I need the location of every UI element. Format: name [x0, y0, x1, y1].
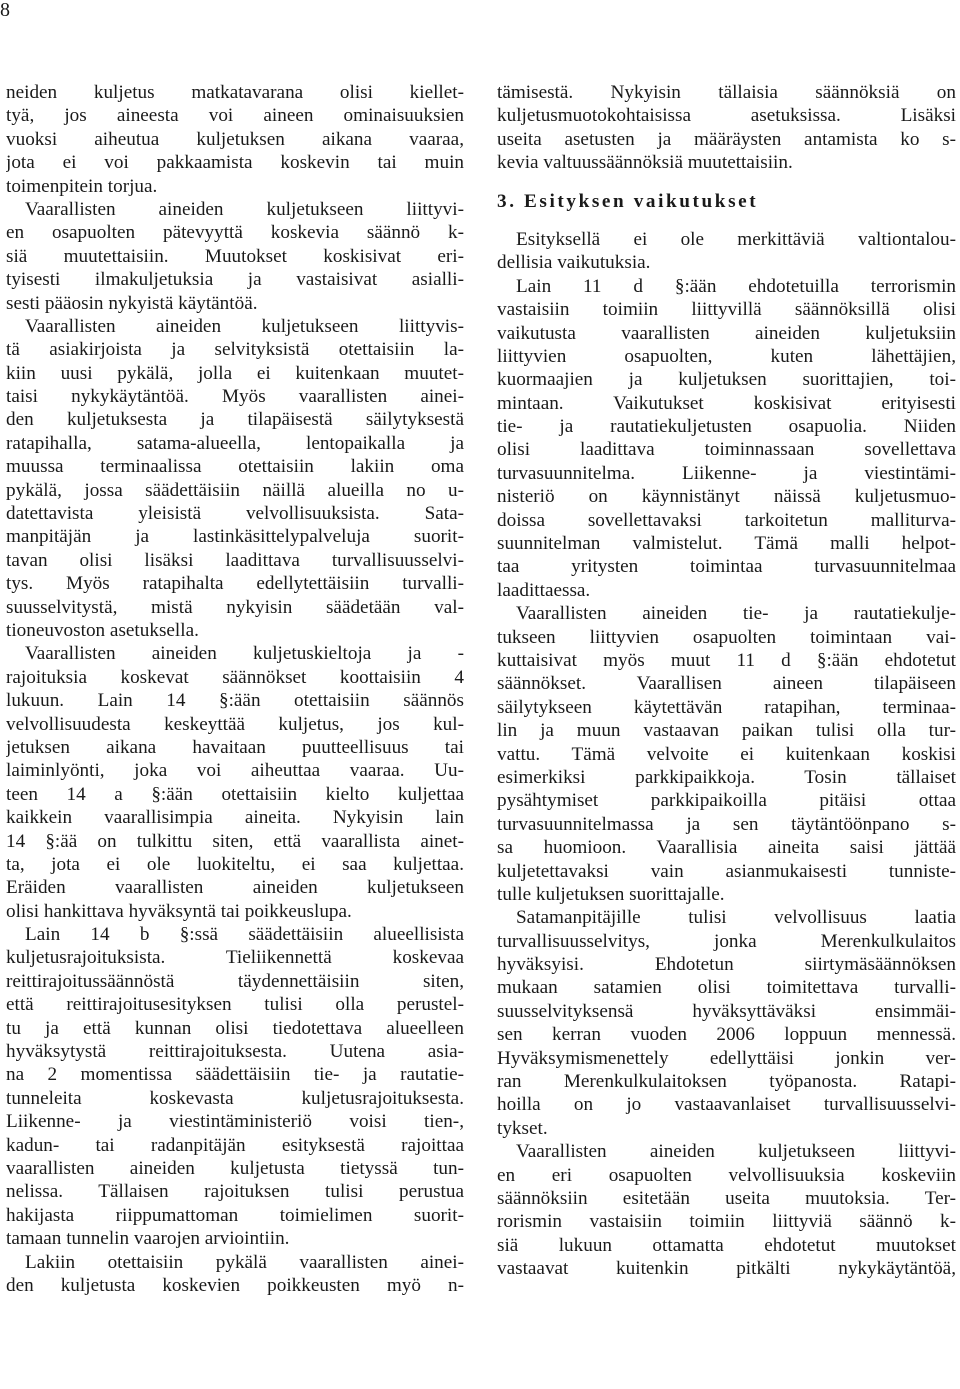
text-line: vuoksi aiheutua kuljetuksen aikana vaaraa, [6, 128, 464, 150]
text-line: Lain 14 b §:ssä säädettäisiin alueellisista [25, 924, 464, 946]
text-line: Vaarallisten aineiden kuljetukseen liittyvi- [25, 198, 464, 220]
text-line: muussa terminaalissa otettaisiin lakiin oma [6, 456, 464, 478]
text-line: hoilla on jo vastaavanlaiset turvallisuusselvi- [497, 1094, 956, 1116]
text-line: lukuun. Lain 14 §:ään otettaisiin säännös [6, 690, 464, 712]
text-line: jota ei voi pakkaamista koskevin tai muin [6, 152, 464, 174]
text-line: suunnitelman valmistelut. Tämä malli helpot- [497, 533, 956, 555]
text-line: mintaan. Vaikutukset koskisivat erityisesti [497, 392, 956, 414]
text-line: että reittirajoitusesityksen tulisi olla perustel- [6, 994, 464, 1016]
text-line: vaikutusta vaarallisten aineiden kuljetuksiin [497, 322, 956, 344]
text-line: reittirajoitussäännöstä täydennettäisiin siten, [6, 970, 464, 992]
text-line: rorismin vastaisiin toimiin liittyviä säännö k- [497, 1211, 956, 1233]
text-line: tukseen liittyvien osapuolten toimintaan vai- [497, 626, 956, 648]
text-line: tykset. [497, 1117, 548, 1139]
text-line: tie- ja rautatiekuljetusten osapuolia. Niiden [497, 416, 956, 438]
text-line: ran Merenkulkulaitoksen työpanosta. Ratapi- [497, 1071, 956, 1093]
text-line: säilytykseen käytettävän ratapihan, terminaa- [497, 696, 956, 718]
text-line: Satamanpitäjille tulisi velvollisuus laatia [516, 907, 956, 929]
text-line: taisi nykykäytäntöä. Myös vaarallisten ainei- [6, 386, 464, 408]
text-line: kuljetettavaksi vain asianmukaisesti tunniste- [497, 860, 956, 882]
text-line: doissa sovellettavaksi tarkoitetun malliturva- [497, 509, 956, 531]
text-line: Vaarallisten aineiden kuljetukseen liittyvis- [25, 315, 464, 337]
text-line: jetuksen aikana havaitaan puutteellisuus tai [6, 736, 464, 758]
text-line: tyä, jos aineesta voi aineen ominaisuuksien [6, 105, 464, 127]
text-line: manpitäjän ja lastinkäsittelypalveluja suorit- [6, 526, 464, 548]
text-line: den kuljetusta koskevien poikkeusten myö n- [6, 1274, 464, 1296]
text-line: Vaarallisten aineiden tie- ja rautatiekulje- [516, 603, 956, 625]
text-line: siä lukuun ottamatta ehdotetut muutokset [497, 1234, 956, 1256]
text-line: tys. Myös ratapihalta edellytettäisiin turvalli- [6, 573, 464, 595]
text-line: suusselvityksensä hyväksyttäväksi ensimmäi- [497, 1000, 956, 1022]
text-line: säännökset. Vaarallisen aineen tilapäiseen [497, 673, 956, 695]
left-text-column [6, 81, 464, 1297]
text-line: säännöksiin esitetään useita muutoksia. Ter- [497, 1187, 956, 1209]
text-line: kuljetusmuotokohtaisissa asetuksissa. Lisäksi [497, 105, 956, 127]
text-line: Vaarallisten aineiden kuljetukseen liittyvi- [516, 1141, 956, 1163]
right-text-column [497, 81, 956, 1281]
text-line: teen 14 a §:ään otettaisiin kielto kuljettaa [6, 783, 464, 805]
text-line: taa yritysten toimintaa turvasuunnitelmaa [497, 556, 956, 578]
text-line: useita asetusten ja määräysten antamista ko s- [497, 128, 956, 150]
text-line: ta, jota ei ole luokiteltu, ei saa kuljettaa. [6, 853, 464, 875]
text-line: den kuljetuksesta ja tilapäisestä säilytyksestä [6, 409, 464, 431]
text-line: kadun- tai radanpitäjän esityksestä rajoittaa [6, 1134, 464, 1156]
text-line: kaikkein vaarallisimpia aineita. Nykyisin lain [6, 807, 464, 829]
text-line: olisi hankittava hyväksyntä tai poikkeuslupa. [6, 900, 352, 922]
text-line: laadittaessa. [497, 579, 591, 601]
text-line: turvallisuusselvitys, jonka Merenkulkulaitos [497, 930, 956, 952]
text-line: turvasuunnitelmassa ja sen täytäntöönpano s- [497, 813, 956, 835]
text-line: tyisesti ilmakuljetuksia ja vastaisivat asialli- [6, 269, 464, 291]
text-line: kuormaajien ja kuljetuksen suorittajien, toi- [497, 369, 956, 391]
text-line: sen kerran vuoden 2006 loppuun mennessä. [497, 1024, 956, 1046]
text-line: velvollisuudesta keskeyttää kuljetus, jos kul- [6, 713, 464, 735]
text-line: vaarallisten aineiden kuljetusta tietyssä tun- [6, 1157, 464, 1179]
text-line: kiin uusi pykälä, jolla ei kuitenkaan muutet- [6, 362, 464, 384]
text-line: suusselvitystä, mistä nykyisin säädetään val- [6, 596, 464, 618]
text-line: vastaavat kuitenkin pitkälti nykykäytäntöä, [497, 1258, 956, 1280]
text-line: turvasuunnitelma. Liikenne- ja viestintämi- [497, 462, 956, 484]
text-line: nelissa. Tällaisen rajoituksen tulisi perustua [6, 1181, 464, 1203]
text-line: en osapuolten pätevyyttä koskevia säännö k- [6, 222, 464, 244]
text-line: datettavista yleisistä velvollisuuksista. Sata- [6, 503, 464, 525]
text-line: sa huomioon. Vaarallisia aineita saisi jättää [497, 837, 956, 859]
text-line: tämisestä. Nykyisin tällaisia säännöksiä on [497, 82, 956, 103]
text-line: kuljetusrajoituksista. Tieliikennettä koskevaa [6, 947, 464, 969]
text-line: hyväksytystä reittirajoituksesta. Uutena asia- [6, 1041, 464, 1063]
text-line: hyväksyisi. Ehdotetun siirtymäsäännöksen [497, 954, 956, 976]
text-line: siä muutettaisiin. Muutokset koskisivat eri- [6, 245, 464, 267]
text-line: hakijasta riippumattoman toimielimen suorit- [6, 1204, 464, 1226]
text-line: nisteriö on käynnistänyt näissä kuljetusmuo- [497, 486, 956, 508]
page-number: 8 [0, 0, 10, 21]
text-line: vattu. Tämä velvoite ei kuitenkaan koskisi [497, 743, 956, 765]
text-line: tu ja että kunnan olisi tiedotettava alueelleen [6, 1017, 464, 1039]
section-heading: 3. Esityksen vaikutukset [497, 190, 759, 212]
text-line: dellisia vaikutuksia. [497, 252, 651, 274]
text-line: kevia valtuussäännöksiä muutettaisiin. [497, 152, 793, 174]
text-line: tulle kuljetuksen suorittajalle. [497, 883, 725, 905]
text-line: pykälä, jossa säädettäisiin näillä alueilla no u- [6, 479, 464, 501]
text-line: mukaan satamien olisi toimitettava turvalli- [497, 977, 956, 999]
text-line: tä asiakirjoista ja selvityksistä otettaisiin la- [6, 339, 464, 361]
text-line: vastaisiin toimiin liittyvillä säännöksillä olisi [497, 299, 956, 321]
text-line: laiminlyönti, joka voi aiheuttaa vaaraa. Uu- [6, 760, 464, 782]
text-line: Liikenne- ja viestintäministeriö voisi tien-, [6, 1111, 464, 1133]
text-line: rajoituksia koskevat säännökset koottaisiin 4 [6, 666, 464, 688]
text-line: kuttaisivat myös muut 11 d §:ään ehdotetut [497, 649, 956, 671]
text-line: Lakiin otettaisiin pykälä vaarallisten ainei- [25, 1251, 464, 1273]
text-line: esimerkiksi parkkipaikkoja. Tosin tällaiset [497, 766, 956, 788]
text-line: Hyväksymismenettely edellyttäisi jonkin ver- [497, 1047, 956, 1069]
text-line: ratapihalla, satama-alueella, lentopaikalla ja [6, 432, 464, 454]
text-line: Lain 11 d §:ään ehdotetuilla terrorismin [516, 275, 956, 297]
text-line: olisi laadittava toiminnassaan sovellettava [497, 439, 956, 461]
text-line: en eri osapuolten velvollisuuksia koskeviin [497, 1164, 956, 1186]
text-line: tamaan tunnelin vaarojen arviointiin. [6, 1228, 290, 1250]
text-line: tioneuvoston asetuksella. [6, 619, 199, 641]
text-line: tavan olisi lisäksi laadittava turvallisuusselvi- [6, 549, 464, 571]
text-line: na 2 momentissa säädettäisiin tie- ja rautatie- [6, 1064, 464, 1086]
text-line: liittyvien osapuolten, kuten lähettäjien, [497, 345, 956, 367]
text-line: Vaarallisten aineiden kuljetuskieltoja ja - [25, 643, 464, 665]
text-line: 14 §:ää on tulkittu siten, että vaarallista ainet- [6, 830, 464, 852]
text-line: tunneleita koskevasta kuljetusrajoituksesta. [6, 1087, 464, 1109]
text-line: toimenpitein torjua. [6, 175, 158, 197]
text-line: Esityksellä ei ole merkittäviä valtiontalou- [516, 228, 956, 250]
text-line: lin ja muun vastaavan paikan tulisi olla tur- [497, 720, 956, 742]
text-line: neiden kuljetus matkatavarana olisi kiellet- [6, 82, 464, 103]
text-line: sesti pääosin nykyistä käytäntöä. [6, 292, 258, 314]
text-line: Eräiden vaarallisten aineiden kuljetukseen [6, 877, 464, 899]
text-line: pysähtymiset parkkipaikoilla pitäisi ottaa [497, 790, 956, 812]
